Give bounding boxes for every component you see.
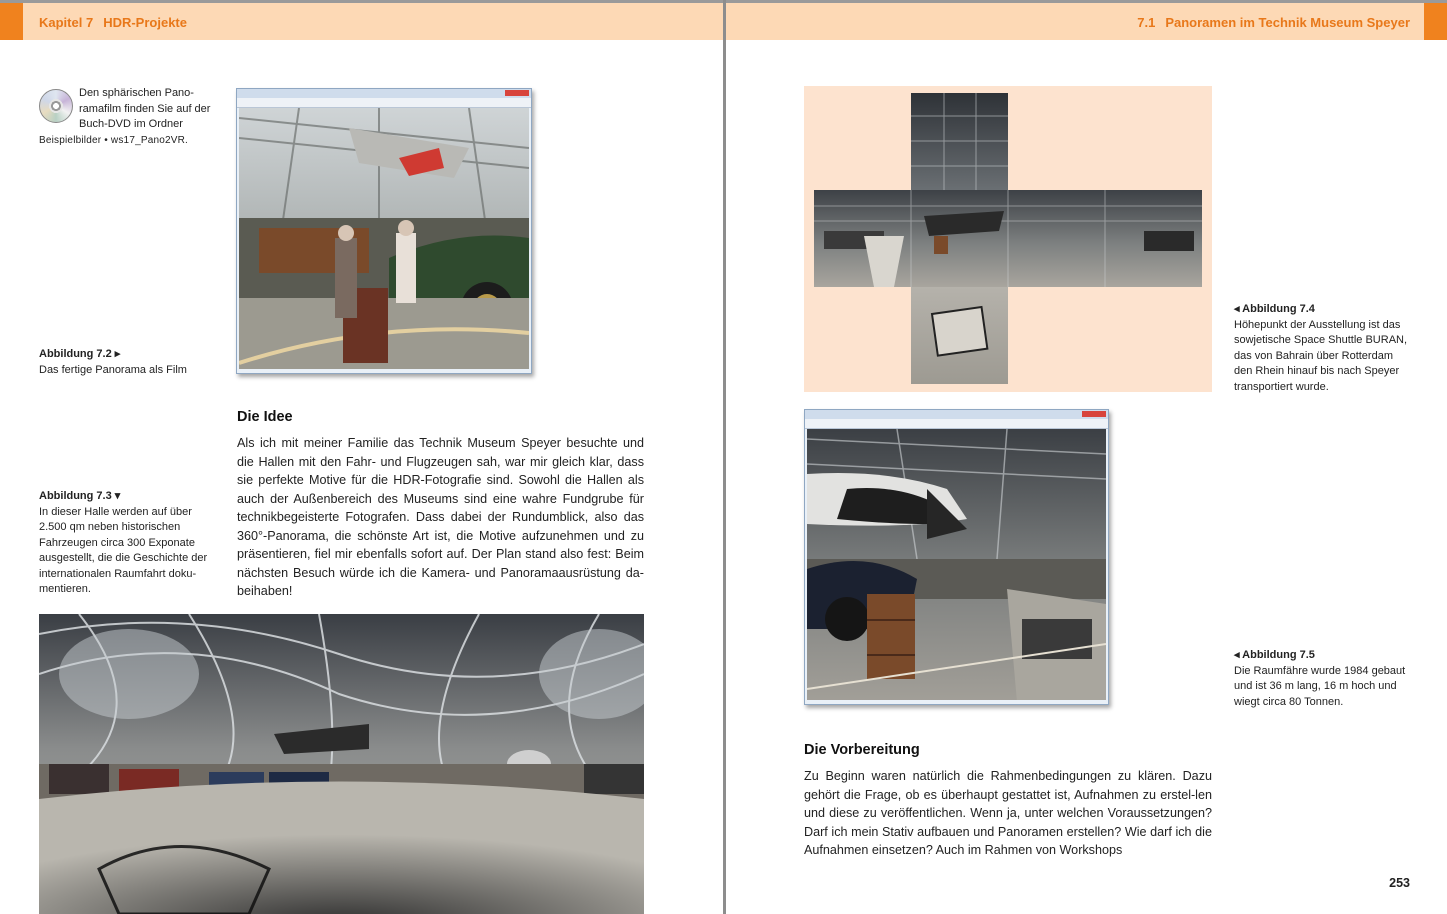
figure-7-4-caption xyxy=(1234,302,1414,395)
right-page xyxy=(726,0,1447,914)
cube-faces xyxy=(804,86,1212,392)
figure-7-3-panorama-photo xyxy=(39,614,644,914)
section-paragraph-idee: Als ich mit meiner Familie das Technik Museum Speyer besuchte und die Hallen mit den Fahr- und Flugzeugen sah, war mir gleich klar, dass sie perfekte Motive für die HDR-Fotografie sind. Sowohl die Hallen als auch der Außenbereich des Museums sind eine wahre Fundgrube für technikbegeisterte Fotografen. Dass dabei der Rundumblick, also das 360°-Panorama, die schönste Art ist, die Motive aufzunehmen und zu präsentieren, fiel mir ebenfalls sofort auf. Der Plan stand also fest: Beim nächsten Besuch würde ich die Kamera- und Panoramaausrüstung da-beihaben! xyxy=(237,436,644,598)
section-heading-vorbereitung: Die Vorbereitung xyxy=(804,742,920,758)
figure-7-4-text: Höhepunkt der Ausstellung ist das sowjetische Space Shuttle BURAN, das von Bahrain über Rotterdam den Rhein hinauf bis nach Speyer transportiert wurde. xyxy=(1234,318,1408,393)
figure-7-2-caption xyxy=(39,347,214,378)
figure-7-3-label: Abbildung 7.3 ▾ xyxy=(39,490,121,502)
figure-7-2-text: Das fertige Panorama als Film xyxy=(39,363,187,376)
section-heading-idee: Die Idee xyxy=(237,409,293,425)
chapter-title: HDR-Projekte xyxy=(103,15,187,30)
figure-7-5-text: Die Raumfähre wurde 1984 gebaut und ist 36 m lang, 16 m hoch und wiegt circa 80 Tonnen. xyxy=(1234,664,1406,708)
right-header-tab xyxy=(1424,3,1447,40)
window-controls[interactable] xyxy=(505,90,529,96)
viewer-title-bar xyxy=(237,89,531,98)
figure-7-2-label: Abbildung 7.2 ▸ xyxy=(39,348,121,360)
figure-7-4-cube-cross xyxy=(804,86,1212,392)
figure-7-3-text: In dieser Halle werden auf über 2.500 qm neben historischen Fahrzeugen circa 300 Exponate ausgestellt, die die Geschichte der internationalen Raumfahrt doku-mentieren. xyxy=(39,505,208,595)
figure-7-2-panorama-photo xyxy=(239,108,529,369)
figure-7-5-panorama-photo xyxy=(807,429,1106,700)
figure-7-4-label: ◂ Abbildung 7.4 xyxy=(1234,303,1315,315)
section-number: 7.1 xyxy=(1137,15,1156,30)
section-paragraph-vorbereitung: Zu Beginn waren natürlich die Rahmenbedingungen zu klären. Dazu gehört die Frage, ob es überhaupt gestattet ist, Aufnahmen zu erstel-len und diese zu veröffentlichen. Wenn ja, unter welchen Voraussetzungen? Darf ich mein Stativ aufbauen und Panoramen erstellen? Wie darf ich die Aufnahmen einsetzen? Auch im Rahmen von Workshops xyxy=(804,769,1212,857)
dvd-margin-note xyxy=(39,86,211,148)
dvd-note-text: Den sphärischen Pano-ramafilm finden Sie auf der Buch-DVD im Ordner xyxy=(79,87,211,130)
left-running-header xyxy=(0,0,723,40)
figure-7-5-label: ◂ Abbildung 7.5 xyxy=(1234,649,1315,661)
right-running-header xyxy=(726,0,1447,40)
viewer-toolbar xyxy=(805,419,1108,429)
figure-7-5-caption xyxy=(1234,648,1414,710)
figure-7-5-viewer-window xyxy=(804,409,1109,705)
figure-7-2-viewer-window xyxy=(236,88,532,374)
viewer-title-bar xyxy=(805,410,1108,419)
section-title: Panoramen im Technik Museum Speyer xyxy=(1165,15,1410,30)
museum-cars-photo xyxy=(239,108,529,369)
space-shuttle-photo xyxy=(807,429,1106,700)
museum-hall-panorama xyxy=(39,614,644,914)
left-header-tab xyxy=(0,3,23,40)
dvd-note-path: Beispielbilder • ws17_Pano2VR. xyxy=(39,134,189,146)
left-page xyxy=(0,0,723,914)
page-number: 253 xyxy=(1389,876,1410,890)
figure-7-3-caption xyxy=(39,489,214,598)
viewer-toolbar xyxy=(237,98,531,108)
chapter-number: Kapitel 7 xyxy=(39,15,94,30)
window-controls[interactable] xyxy=(1082,411,1106,417)
